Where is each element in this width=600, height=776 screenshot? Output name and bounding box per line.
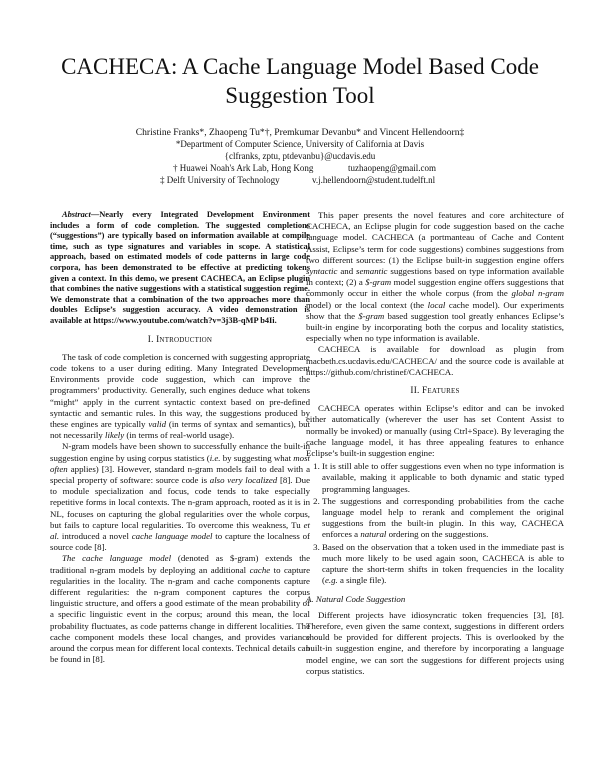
section-heading-features: II. Features xyxy=(410,386,460,397)
right-paragraph-1: This paper presents the novel features and core architecture of CACHECA, an Eclipse plugin for code suggestion based on the cache language model. CACHECA (a portmanteau of Cache and Content Assist, Eclipse’s term for code suggestions) combines suggestions from two different sources: (1) the Eclipse built-in suggestion engine offers syntactic and semantic suggestions based on type information available in context; (2) a $-gram model suggestion engine offers suggestions that commonly occur in either the whole corpus (from the global n-gram model) or the local context (the local cache model). Our experiments show that the $-gram based suggestion tool greatly enhances Eclipse’s built-in engine by incorporating both the corpus and locality statistics, especially when no type information is available. xyxy=(306,210,565,344)
email-ucdavis: {clfranks, zptu, ptdevanbu}@ucdavis.edu xyxy=(224,151,376,161)
abstract-label: Abstract xyxy=(62,210,91,219)
abstract xyxy=(50,210,310,327)
list-item: 3. Based on the observation that a token used in the immediate past is much more likely to be used again soon, CACHECA is able to capture the short-term shifts in token frequencies in the locality (e.g. a single file). xyxy=(322,542,564,587)
affiliation-ucdavis: *Department of Computer Science, University of California at Davis xyxy=(175,139,425,149)
features-paragraph: CACHECA operates within Eclipse’s editor and can be invoked either automatically (wherever the user has set Content Assist to normally be invoked) or manually (using Ctrl+Space). By leveraging the cache language model, it has three appealing features to enhance Eclipse’s built-in suggestion engine: xyxy=(306,403,564,459)
natural-suggestion-paragraph: Different projects have idiosyncratic token frequencies [3], [8]. Therefore, even given the same context, suggestions in different orders should be provided for different projects. This is overlooked by the built-in suggestion engine, and therefore by incorporating a language model engine, we can sort the suggestions for different projects using corpus statistics. xyxy=(306,609,564,676)
right-column xyxy=(306,210,564,677)
affiliation-delft: ‡ Delft University of Technology xyxy=(160,175,280,185)
intro-paragraph-2: N-gram models have been shown to successfully enhance the built-in suggestion engine by using corpus statistics (i.e. by suggesting what most often applies) [3]. However, standard n-gram models fail to deal with a special property of software: source code is also very localized [8]. Due to module specialization and focus, code tends to take especially repetitive forms in local contexts. The n-gram approach, rooted as it is in NL, focuses on capturing the global regularities over the whole corpus, but fails to capture local regularities. To overcome this weakness, Tu et al. introduced a novel cache language model to capture the localness of source code [8]. xyxy=(50,441,311,553)
section-heading-introduction: I. Introduction xyxy=(147,334,213,345)
right-paragraph-2: CACHECA is available for download as plugin from macbeth.cs.ucdavis.edu/CACHECA/ and the source code is available at https://github.com/christinef/CACHECA. xyxy=(306,344,564,377)
email-delft: v.j.hellendoorn@student.tudelft.nl xyxy=(312,175,436,185)
list-item: 2. The suggestions and corresponding probabilities from the cache language model help to rerank and complement the original suggestions from the built-in plugin. In this way, CACHECA enforces a natural ordering on the suggestions. xyxy=(322,496,564,541)
left-column xyxy=(50,210,310,665)
list-item: 1. It is still able to offer suggestions even when no type information is available, making it applicable to both dynamic and static typed programming languages. xyxy=(322,461,564,495)
author-list: Christine Franks*, Zhaopeng Tu*†, Premkumar Devanbu* and Vincent Hellendoorn‡ xyxy=(135,127,465,138)
paper-title: CACHECA: A Cache Language Model Based Code Suggestion Tool xyxy=(61,54,539,108)
affiliation-huawei: † Huawei Noah's Ark Lab, Hong Kong xyxy=(173,163,314,173)
subsection-heading-natural-code-suggestion: A. Natural Code Suggestion xyxy=(306,593,406,604)
feature-list xyxy=(306,461,564,586)
email-huawei: tuzhaopeng@gmail.com xyxy=(348,163,437,173)
intro-paragraph-3: The cache language model (denoted as $-gram) extends the traditional n-gram models by deploying an additional cache to capture regularities in the locality. The n-gram and cache components capture different regularities: the n-gram component captures the corpus linguistic structure, and offers a good estimate of the mean probability of a specific linguistic event in the corpus; around this mean, the local probability fluctuates, as code patterns change in different localities. The cache component models these local changes, and provides variance around the corpus mean for different local contexts. Technical details can be found in [8]. xyxy=(50,553,311,665)
abstract-text: —Nearly every Integrated Development Environment includes a form of code completion. The suggested completions (“suggestions”) are typically based on information available at compile time, such as type signatures and variables in scope. A statistical approach, based on estimated models of code patterns in large code corpora, has been demonstrated to be effective at predicting tokens given a context. In this demo, we present CACHECA, an Eclipse plugin that combines the native suggestions with a statistical suggestion regime. We demonstrate that a combination of the two approaches more than doubles Eclipse’s suggestion accuracy. A video demonstration is available at https://www.youtube.com/watch?v=3j3B-qMP b4Ii. xyxy=(50,210,310,325)
intro-paragraph-1: The task of code completion is concerned with suggesting appropriate code tokens to a user during editing. Many Integrated Development Environments provide code suggestion, which can improve the programmers’ productivity. Generally, such engines deduce what tokens “might” apply in the current syntactic context based on pre-defined syntactic and semantic rules. In this way, the suggestions produced by these engines are typically valid (in terms of syntax and semantics), but not necessarily likely (in terms of real-world usage). xyxy=(50,351,311,441)
